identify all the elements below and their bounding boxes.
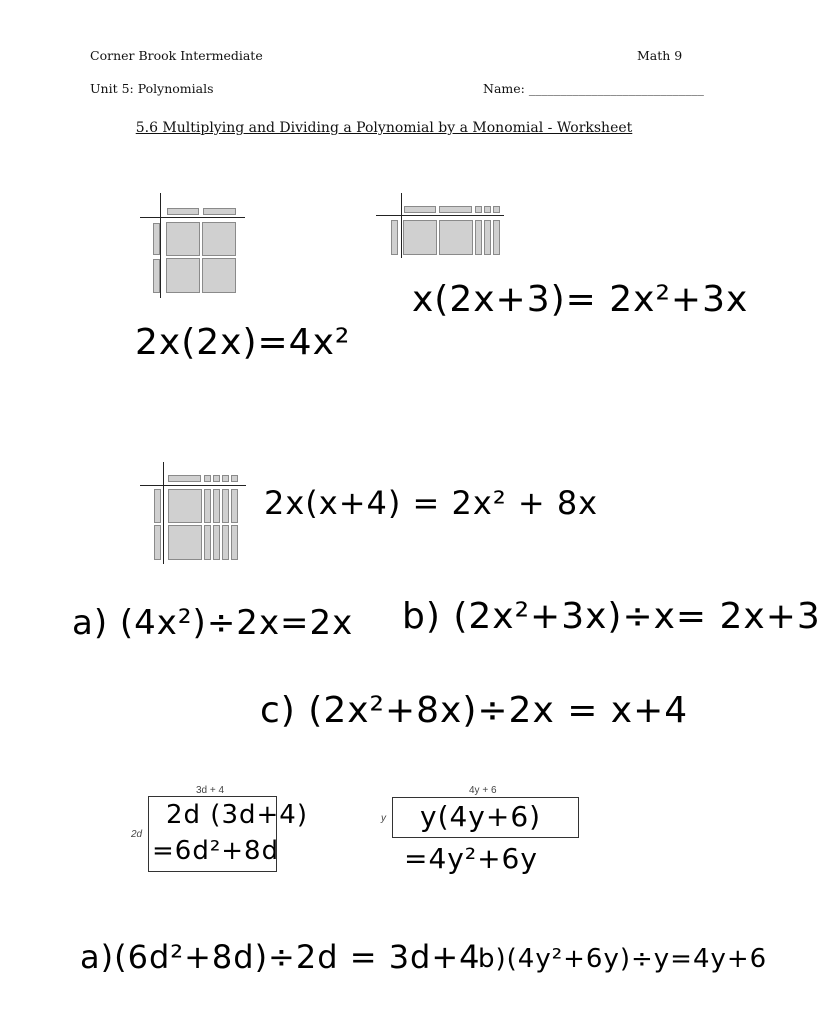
unit-label: Unit 5: Polynomials [90,81,214,96]
worksheet-title: 5.6 Multiplying and Dividing a Polynomial by a Monomial - Worksheet [135,120,633,136]
algebra-tiles-diagram-2 [376,193,506,258]
area-model-right-top-label: 4y + 6 [469,785,497,796]
name-field[interactable]: Name: ____________________________ [483,81,704,96]
division-answer-b: b) (2x²+3x)÷x= 2x+3 [402,596,821,637]
division2-answer-b: b)(4y²+6y)÷y=4y+6 [478,944,768,974]
school-name: Corner Brook Intermediate [90,48,263,63]
equation-diagram-2: x(2x+3)= 2x²+3x [412,279,749,320]
area-model-left-line2: =6d²+8d [152,836,280,866]
division2-answer-a: a)(6d²+8d)÷2d = 3d+4 [80,938,481,976]
equation-diagram-1: 2x(2x)=4x² [135,322,351,363]
area-model-right-line2: =4y²+6y [404,842,538,875]
area-model-left-top-label: 3d + 4 [196,785,225,796]
course-name: Math 9 [637,48,683,63]
division-answer-a: a) (4x²)÷2x=2x [72,603,354,643]
area-model-right-side-label: y [381,813,386,824]
algebra-tiles-diagram-1 [140,193,250,298]
area-model-left-side-label: 2d [131,829,143,840]
equation-diagram-3: 2x(x+4) = 2x² + 8x [264,484,599,522]
algebra-tiles-diagram-3 [140,462,250,564]
area-model-right-line1: y(4y+6) [420,800,542,833]
division-answer-c: c) (2x²+8x)÷2x = x+4 [260,690,689,731]
area-model-left-line1: 2d (3d+4) [166,800,308,830]
